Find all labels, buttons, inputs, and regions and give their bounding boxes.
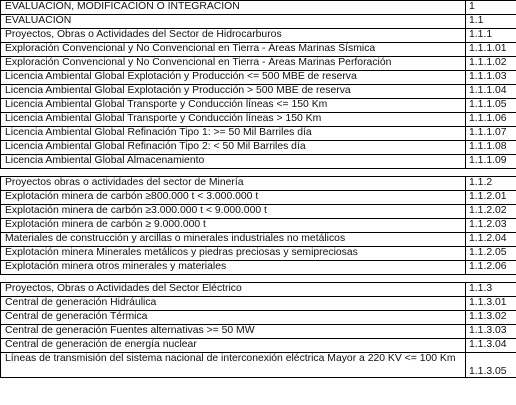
section-title: Proyectos, Obras o Actividades del Sector de Hidrocarburos [1, 29, 466, 43]
row-label: Central de generación Fuentes alternativas >= 50 MW [1, 325, 466, 339]
section-title: Proyectos, Obras o Actividades del Sector Eléctrico [1, 283, 466, 297]
table-row [1, 233, 516, 247]
row-label: Explotación minera de carbón ≥ 9.000.000 t [1, 219, 466, 233]
evaluacion-label: EVALUACIÓN [1, 15, 466, 29]
row-label: Licencia Ambiental Global Transporte y Conducción líneas <= 150 Km [1, 99, 466, 113]
table-row [1, 43, 516, 57]
table-row [1, 247, 516, 261]
row-label: Licencia Ambiental Global Refinación Tipo 2: < 50 Mil Barriles día [1, 141, 466, 155]
row-code: 1.1.1.07 [466, 127, 516, 141]
row-label: Exploración Convencional y No Convencional en Tierra - Áreas Marinas Perforación [1, 57, 466, 71]
table-row [1, 127, 516, 141]
row-code: 1.1.3.05 [466, 353, 516, 378]
section-code: 1.1.1 [466, 29, 516, 43]
row-label: Explotación minera de carbón ≥3.000.000 t < 9.000.000 t [1, 205, 466, 219]
evaluacion-code: 1.1 [466, 15, 516, 29]
row-code: 1.1.2.01 [466, 191, 516, 205]
header-label: EVALUACIÓN, MODIFICACIÓN O INTEGRACIÓN [1, 1, 466, 15]
row-label: Líneas de transmisión del sistema nacional de interconexión eléctrica Mayor a 220 KV <= 100 Km [1, 353, 466, 378]
row-code: 1.1.3.04 [466, 339, 516, 353]
table-row [1, 1, 516, 15]
table-row [1, 325, 516, 339]
row-label: Exploración Convencional y No Convencional en Tierra - Áreas Marinas Sísmica [1, 43, 466, 57]
row-code: 1.1.1.02 [466, 57, 516, 71]
table-row [1, 353, 516, 378]
row-code: 1.1.1.08 [466, 141, 516, 155]
row-label: Licencia Ambiental Global Transporte y Conducción líneas > 150 Km [1, 113, 466, 127]
table-row [1, 261, 516, 275]
table-row [1, 339, 516, 353]
table-row [1, 155, 516, 169]
row-code: 1.1.1.06 [466, 113, 516, 127]
row-code: 1.1.3.01 [466, 297, 516, 311]
row-code: 1.1.2.06 [466, 261, 516, 275]
row-code: 1.1.2.02 [466, 205, 516, 219]
row-label: Explotación minera otros minerales y materiales [1, 261, 466, 275]
section-title-row [1, 283, 516, 297]
row-code: 1.1.2.03 [466, 219, 516, 233]
table-row [1, 57, 516, 71]
row-label: Materiales de construcción y arcillas o minerales industriales no metálicos [1, 233, 466, 247]
table-row [1, 191, 516, 205]
row-code: 1.1.1.04 [466, 85, 516, 99]
table-row [1, 297, 516, 311]
row-label: Explotación minera de carbón ≥800.000 t < 3.000.000 t [1, 191, 466, 205]
section-code: 1.1.3 [466, 283, 516, 297]
table-row [1, 311, 516, 325]
header-code: 1 [466, 1, 516, 15]
table-row [1, 113, 516, 127]
row-label: Central de generación Térmica [1, 311, 466, 325]
row-label: Licencia Ambiental Global Explotación y Producción > 500 MBE de reserva [1, 85, 466, 99]
row-code: 1.1.3.03 [466, 325, 516, 339]
row-label: Explotación minera Minerales metálicos y piedras preciosas y semipreciosas [1, 247, 466, 261]
section-title-row [1, 177, 516, 191]
row-code: 1.1.1.03 [466, 71, 516, 85]
row-code: 1.1.1.09 [466, 155, 516, 169]
row-label: Central de generación de energía nuclear [1, 339, 466, 353]
row-label: Licencia Ambiental Global Explotación y Producción <= 500 MBE de reserva [1, 71, 466, 85]
section-code: 1.1.2 [466, 177, 516, 191]
row-code: 1.1.2.04 [466, 233, 516, 247]
row-code: 1.1.1.01 [466, 43, 516, 57]
table-row [1, 71, 516, 85]
table-row [1, 205, 516, 219]
row-code: 1.1.3.02 [466, 311, 516, 325]
table-row [1, 99, 516, 113]
table-row [1, 219, 516, 233]
table-row [1, 15, 516, 29]
section-spacer [1, 275, 516, 283]
section-title-row [1, 29, 516, 43]
row-code: 1.1.1.05 [466, 99, 516, 113]
row-label: Licencia Ambiental Global Almacenamiento [1, 155, 466, 169]
row-code: 1.1.2.05 [466, 247, 516, 261]
table-row [1, 141, 516, 155]
section-title: Proyectos obras o actividades del sector de Minería [1, 177, 466, 191]
row-label: Central de generación Hidráulica [1, 297, 466, 311]
table-row [1, 85, 516, 99]
row-label: Licencia Ambiental Global Refinación Tipo 1: >= 50 Mil Barriles día [1, 127, 466, 141]
section-spacer [1, 169, 516, 177]
